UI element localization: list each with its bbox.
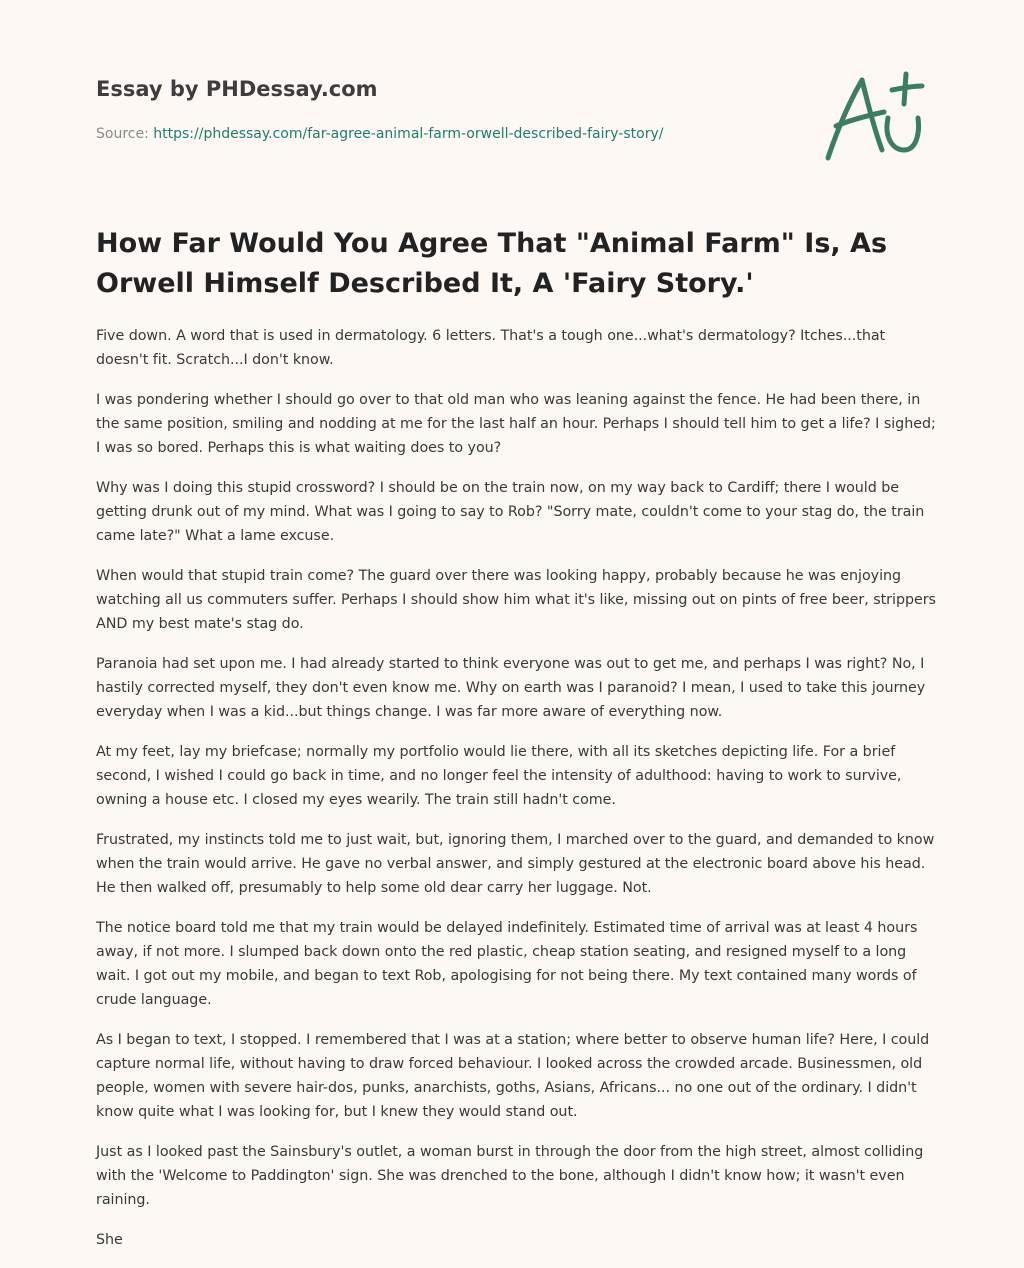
- essay-header: [96, 74, 796, 144]
- a-plus-logo-icon: [822, 68, 932, 164]
- paragraph: As I began to text, I stopped. I remembered that I was at a station; where better to observe human life? Here, I could capture normal life, without having to draw forced behaviour. I looked across the crowded arcade. Businessmen, old people, women with severe hair-dos, punks, anarchists, goths, Asians, Africans... no one out of the ordinary. I didn't know quite what I was looking for, but I knew they would stand out.: [96, 1032, 930, 1120]
- essay-title: How Far Would You Agree That "Animal Farm" Is, As Orwell Himself Described It, A 'Fairy Story.': [96, 228, 888, 299]
- paragraph: Why was I doing this stupid crossword? I should be on the train now, on my way back to Cardiff; there I would be getting drunk out of my mind. What was I going to say to Rob? "Sorry mate, couldn't come to your stag do, the train came late?" What a lame excuse.: [96, 480, 925, 544]
- paragraph: At my feet, lay my briefcase; normally my portfolio would lie there, with all its sketches depicting life. For a brief second, I wished I could go back in time, and no longer feel the intensity of adulthood: having to work to survive, owning a house etc. I closed my eyes wearily. The train still hadn't come.: [96, 744, 902, 808]
- paragraph: Five down. A word that is used in dermatology. 6 letters. That's a tough one...what's dermatology? Itches...that doesn't fit. Scratch...I don't know.: [96, 328, 886, 368]
- paragraph: She: [96, 1232, 123, 1248]
- paragraph: I was pondering whether I should go over to that old man who was leaning against the fence. He had been there, in the same position, smiling and nodding at me for the last half an hour. Perhaps I should tell him to get a life? I sighed; I was so bored. Perhaps this is what waiting does to you?: [96, 392, 936, 456]
- paragraph: Frustrated, my instincts told me to just wait, but, ignoring them, I marched over to the guard, and demanded to know when the train would arrive. He gave no verbal answer, and simply gestured at the electronic board above his head. He then walked off, presumably to help some old dear carry her luggage. Not.: [96, 832, 935, 896]
- paragraph: When would that stupid train come? The guard over there was looking happy, probably because he was enjoying watching all us commuters suffer. Perhaps I should show him what it's like, missing out on pints of free beer, strippers AND my best mate's stag do.: [96, 568, 936, 632]
- source-link[interactable]: https://phdessay.com/far-agree-animal-farm-orwell-described-fairy-story/: [153, 126, 664, 142]
- essay-body: [96, 324, 936, 1268]
- paragraph: Paranoia had set upon me. I had already started to think everyone was out to get me, and perhaps I was right? No, I hastily corrected myself, they don't even know me. Why on earth was I paranoid? I mean, I used to take this journey everyday when I was a kid...but things change. I was far more aware of everything now.: [96, 656, 926, 720]
- source-label: Source:: [96, 126, 154, 142]
- brand-title: Essay by PHDessay.com: [96, 77, 378, 101]
- paragraph: The notice board told me that my train would be delayed indefinitely. Estimated time of arrival was at least 4 hours away, if not more. I slumped back down onto the red plastic, cheap station seating, and resigned myself to a long wait. I got out my mobile, and began to text Rob, apologising for not being there. My text contained many words of crude language.: [96, 920, 918, 1008]
- paragraph: Just as I looked past the Sainsbury's outlet, a woman burst in through the door from the high street, almost colliding with the 'Welcome to Paddington' sign. She was drenched to the bone, although I didn't know how; it wasn't even raining.: [96, 1144, 924, 1208]
- source-line: [96, 124, 796, 144]
